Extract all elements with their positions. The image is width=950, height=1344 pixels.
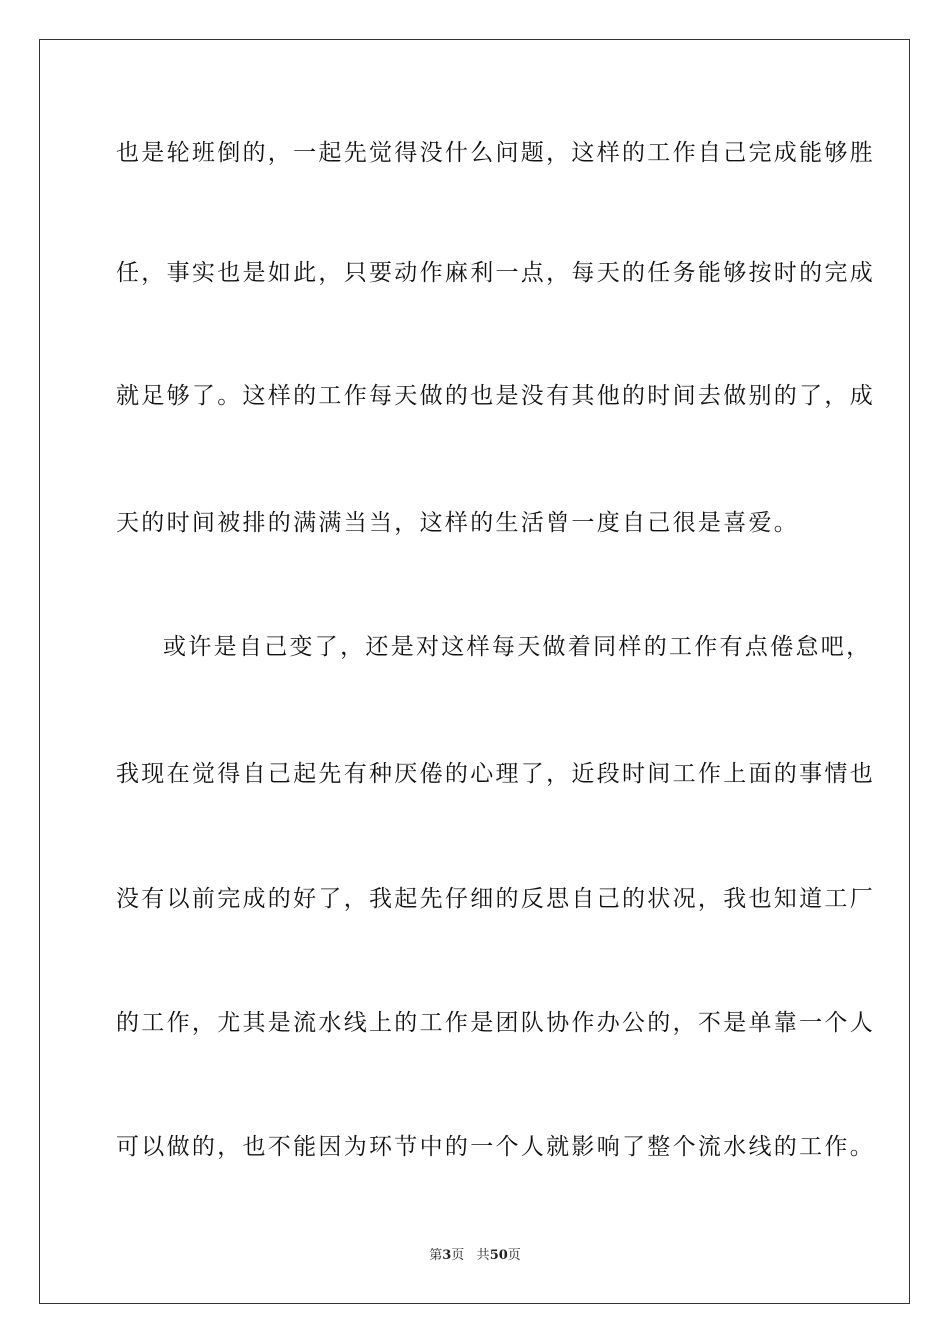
page-suffix: 页 (451, 1248, 465, 1263)
page-number: 3 (442, 1248, 452, 1263)
body-text-line: 天的时间被排的满满当当，这样的生活曾一度自己很是喜爱。 (116, 510, 800, 536)
total-pages: 50 (489, 1248, 508, 1263)
body-text-line: 任，事实也是如此，只要动作麻利一点，每天的任务能够按时的完成 (116, 260, 875, 286)
page-prefix: 第 (429, 1248, 443, 1263)
page-border (39, 39, 910, 1304)
total-prefix: 共 (476, 1248, 490, 1263)
body-text-line: 的工作，尤其是流水线上的工作是团队协作办公的，不是单靠一个人 (116, 1010, 875, 1036)
page-footer (0, 1247, 950, 1265)
total-suffix: 页 (507, 1248, 521, 1263)
body-text-line: 我现在觉得自己起先有种厌倦的心理了，近段时间工作上面的事情也 (116, 761, 875, 787)
body-text-line: 就足够了。这样的工作每天做的也是没有其他的时间去做别的了，成 (116, 383, 875, 409)
paragraph-first-line: 或许是自己变了，还是对这样每天做着同样的工作有点倦怠吧， (163, 634, 872, 660)
body-text-line: 也是轮班倒的，一起先觉得没什么问题，这样的工作自己完成能够胜 (116, 140, 875, 166)
body-text-line: 可以做的，也不能因为环节中的一个人就影响了整个流水线的工作。 (116, 1134, 875, 1160)
body-text-line: 没有以前完成的好了，我起先仔细的反思自己的状况，我也知道工厂 (116, 886, 875, 912)
